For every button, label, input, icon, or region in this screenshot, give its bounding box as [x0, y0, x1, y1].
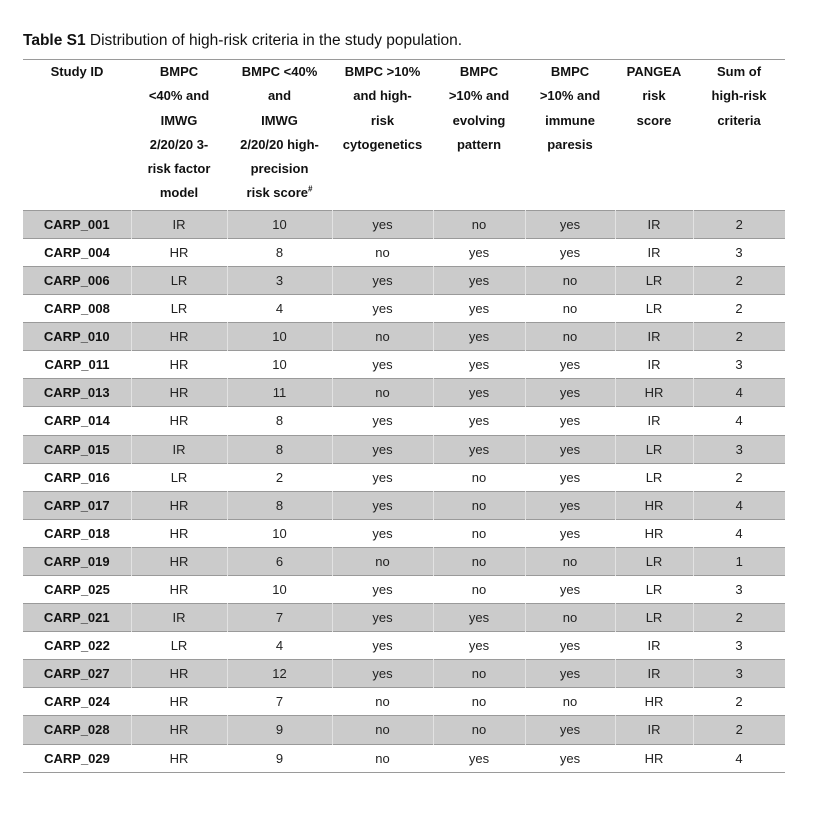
table-row	[23, 604, 785, 632]
header-line	[334, 133, 431, 157]
study-id-cell: CARP_029	[44, 750, 110, 766]
cell-col-sum-criteria: 2	[735, 301, 743, 317]
cell-col-bmpc10-cytogenetics: yes	[332, 604, 433, 632]
cell-col-bmpc40-imwg-3factor: HR	[169, 582, 189, 597]
table-row	[23, 632, 785, 660]
cell-col-sum-criteria: 2	[693, 604, 785, 632]
cell-col-bmpc40-imwg-3factor: HR	[169, 357, 189, 373]
header-line-text: >10% and	[448, 88, 510, 104]
table-row	[23, 547, 785, 575]
header-line-text: precision	[250, 161, 309, 177]
cell-col-bmpc10-immune-paresis: yes	[525, 491, 615, 519]
cell-col-pangea-score: LR	[615, 547, 693, 575]
header-line-text: score	[636, 112, 672, 128]
cell-col-pangea-score: HR	[644, 694, 664, 710]
cell-col-bmpc10-cytogenetics: no	[332, 323, 433, 351]
cell-col-bmpc10-immune-paresis: yes	[525, 716, 615, 744]
cell-col-bmpc10-cytogenetics: no	[375, 244, 390, 260]
cell-col-bmpc10-immune-paresis: yes	[525, 379, 615, 407]
table-row	[23, 210, 785, 238]
cell-col-bmpc40-imwg-precision: 8	[275, 413, 284, 429]
header-line	[133, 60, 225, 84]
cell-col-bmpc10-evolving: yes	[468, 638, 490, 654]
header-line	[435, 133, 523, 157]
cell-col-bmpc40-imwg-3factor: HR	[169, 750, 189, 766]
table-body	[23, 210, 785, 772]
cell-col-bmpc40-imwg-3factor: LR	[170, 469, 188, 485]
study-id-cell: CARP_006	[23, 266, 131, 294]
cell-col-bmpc10-immune-paresis: no	[562, 301, 578, 317]
header-col-bmpc10-cytogenetics	[332, 60, 433, 211]
cell-col-bmpc10-evolving: yes	[468, 750, 490, 766]
cell-col-bmpc40-imwg-precision: 11	[227, 379, 332, 407]
cell-col-sum-criteria: 3	[735, 638, 743, 654]
cell-col-pangea-score: LR	[645, 469, 663, 485]
header-line	[229, 84, 330, 108]
header-line-text: risk	[370, 112, 395, 128]
cell-col-bmpc10-immune-paresis: yes	[559, 638, 581, 654]
cell-col-bmpc10-evolving: no	[471, 469, 487, 485]
header-line	[334, 60, 431, 84]
cell-col-sum-criteria: 4	[735, 750, 743, 766]
cell-col-bmpc10-immune-paresis: no	[525, 323, 615, 351]
cell-col-bmpc40-imwg-precision: 8	[227, 435, 332, 463]
cell-col-sum-criteria: 3	[735, 582, 743, 597]
table-row	[23, 379, 785, 407]
high-risk-criteria-table	[23, 59, 785, 773]
cell-col-bmpc40-imwg-3factor: HR	[131, 379, 227, 407]
table-row	[23, 351, 785, 379]
table-row	[23, 407, 785, 435]
cell-col-bmpc10-evolving: yes	[468, 244, 490, 260]
cell-col-bmpc10-immune-paresis: no	[525, 604, 615, 632]
header-line	[229, 133, 330, 157]
cell-col-bmpc40-imwg-precision: 8	[227, 491, 332, 519]
cell-col-bmpc10-immune-paresis: no	[562, 694, 578, 710]
header-line-text: BMPC	[159, 64, 199, 79]
header-line	[527, 133, 613, 157]
cell-col-bmpc10-evolving: yes	[433, 379, 525, 407]
header-line	[133, 181, 225, 205]
header-line	[435, 84, 523, 108]
cell-col-bmpc10-evolving: yes	[468, 301, 490, 317]
cell-col-sum-criteria: 2	[693, 210, 785, 238]
header-line-text: 2/20/20 high-	[240, 136, 319, 152]
header-line-text: Study ID	[50, 64, 104, 79]
table-row	[23, 491, 785, 519]
cell-col-bmpc10-immune-paresis: yes	[559, 525, 581, 541]
study-id-cell: CARP_008	[44, 301, 110, 317]
header-line	[133, 84, 225, 108]
table-caption	[23, 32, 462, 50]
cell-col-bmpc10-cytogenetics: no	[332, 379, 433, 407]
table-header-row	[23, 60, 785, 211]
cell-col-bmpc40-imwg-precision: 8	[275, 244, 284, 260]
cell-col-bmpc40-imwg-3factor: LR	[170, 638, 188, 654]
cell-col-pangea-score: LR	[615, 266, 693, 294]
study-id-cell: CARP_027	[23, 660, 131, 688]
cell-col-pangea-score: IR	[615, 660, 693, 688]
cell-col-pangea-score: HR	[644, 750, 664, 766]
cell-col-bmpc10-cytogenetics: yes	[372, 469, 393, 485]
cell-col-sum-criteria: 3	[735, 244, 743, 260]
study-id-cell: CARP_004	[44, 244, 110, 260]
cell-col-bmpc40-imwg-precision: 9	[275, 750, 284, 766]
cell-col-bmpc10-cytogenetics: yes	[332, 435, 433, 463]
cell-col-bmpc40-imwg-3factor: HR	[169, 244, 189, 260]
cell-col-bmpc10-evolving: yes	[433, 323, 525, 351]
header-line	[229, 60, 330, 84]
table-row	[23, 576, 785, 604]
cell-col-bmpc10-immune-paresis: yes	[559, 413, 581, 429]
cell-col-bmpc10-cytogenetics: yes	[332, 660, 433, 688]
header-line	[229, 181, 330, 205]
cell-col-bmpc10-evolving: no	[433, 547, 525, 575]
header-line-text: risk	[642, 88, 666, 104]
cell-col-sum-criteria: 3	[735, 357, 743, 373]
cell-col-sum-criteria: 1	[693, 547, 785, 575]
cell-col-pangea-score: IR	[647, 413, 661, 429]
study-id-cell: CARP_019	[23, 547, 131, 575]
cell-col-pangea-score: IR	[615, 323, 693, 351]
header-line-text: cytogenetics	[342, 136, 423, 152]
cell-col-bmpc10-immune-paresis: yes	[559, 582, 581, 597]
cell-col-pangea-score: HR	[615, 379, 693, 407]
cell-col-bmpc10-evolving: no	[471, 694, 487, 710]
header-col-study-id	[23, 60, 131, 211]
cell-col-pangea-score: IR	[647, 638, 661, 654]
study-id-cell: CARP_013	[23, 379, 131, 407]
cell-col-bmpc40-imwg-precision: 7	[227, 604, 332, 632]
cell-col-bmpc10-cytogenetics: yes	[372, 638, 393, 654]
cell-col-bmpc10-cytogenetics: yes	[372, 582, 393, 597]
study-id-cell: CARP_025	[44, 582, 110, 597]
cell-col-bmpc10-evolving: yes	[433, 266, 525, 294]
cell-col-bmpc40-imwg-3factor: IR	[131, 604, 227, 632]
cell-col-bmpc10-immune-paresis: yes	[559, 750, 581, 766]
table-row	[23, 744, 785, 772]
cell-col-bmpc40-imwg-precision: 3	[227, 266, 332, 294]
cell-col-pangea-score: IR	[615, 716, 693, 744]
study-id-cell: CARP_017	[23, 491, 131, 519]
cell-col-pangea-score: IR	[615, 210, 693, 238]
header-line	[133, 133, 225, 157]
header-line-text: pattern	[456, 136, 502, 152]
cell-col-bmpc40-imwg-precision: 4	[275, 301, 284, 317]
header-line	[527, 109, 613, 133]
cell-col-bmpc10-evolving: no	[471, 525, 487, 541]
cell-col-bmpc40-imwg-3factor: LR	[170, 301, 188, 317]
cell-col-bmpc40-imwg-3factor: HR	[131, 323, 227, 351]
footnote-marker: #	[307, 185, 313, 195]
study-id-cell: CARP_001	[23, 210, 131, 238]
header-line-text: high-risk	[711, 88, 767, 104]
cell-col-bmpc10-evolving: no	[433, 491, 525, 519]
header-line	[695, 60, 783, 84]
cell-col-bmpc10-cytogenetics: yes	[372, 357, 393, 373]
header-line-text: and	[267, 88, 292, 104]
cell-col-bmpc40-imwg-3factor: LR	[131, 266, 227, 294]
header-line	[695, 84, 783, 108]
cell-col-bmpc10-cytogenetics: no	[375, 694, 390, 710]
cell-col-bmpc40-imwg-3factor: HR	[169, 694, 189, 710]
header-line	[229, 157, 330, 181]
cell-col-bmpc10-cytogenetics: no	[375, 750, 390, 766]
cell-col-bmpc40-imwg-3factor: HR	[131, 491, 227, 519]
study-id-cell: CARP_018	[44, 525, 110, 541]
table-row	[23, 266, 785, 294]
cell-col-pangea-score: IR	[647, 244, 661, 260]
cell-col-bmpc10-evolving: yes	[433, 604, 525, 632]
table-row	[23, 238, 785, 266]
cell-col-bmpc10-cytogenetics: yes	[372, 525, 393, 541]
header-line-text: risk score	[246, 185, 308, 201]
cell-col-sum-criteria: 4	[735, 413, 743, 429]
table-caption-text: Distribution of high-risk criteria in the study population.	[85, 32, 463, 49]
header-col-bmpc10-immune-paresis	[525, 60, 615, 211]
cell-col-bmpc40-imwg-3factor: HR	[131, 547, 227, 575]
cell-col-sum-criteria: 2	[735, 694, 743, 710]
header-line-text: criteria	[717, 112, 761, 128]
header-line-text: 2/20/20 3-	[149, 136, 209, 152]
cell-col-bmpc40-imwg-precision: 9	[227, 716, 332, 744]
header-line	[133, 109, 225, 133]
cell-col-sum-criteria: 4	[735, 525, 743, 541]
cell-col-bmpc10-cytogenetics: no	[332, 716, 433, 744]
header-line-text: and high-	[353, 88, 412, 104]
header-line	[617, 109, 691, 133]
cell-col-bmpc40-imwg-3factor: HR	[131, 660, 227, 688]
cell-col-bmpc40-imwg-precision: 10	[227, 210, 332, 238]
cell-col-sum-criteria: 3	[693, 435, 785, 463]
cell-col-bmpc10-immune-paresis: yes	[559, 244, 581, 260]
cell-col-bmpc40-imwg-3factor: IR	[131, 210, 227, 238]
cell-col-bmpc40-imwg-precision: 10	[227, 323, 332, 351]
cell-col-bmpc40-imwg-3factor: HR	[131, 716, 227, 744]
header-col-bmpc40-imwg-3factor	[131, 60, 227, 211]
cell-col-bmpc40-imwg-3factor: HR	[169, 525, 189, 541]
cell-col-pangea-score: LR	[645, 582, 663, 597]
header-line	[25, 60, 129, 84]
cell-col-bmpc40-imwg-precision: 12	[227, 660, 332, 688]
header-line	[527, 60, 613, 84]
cell-col-pangea-score: IR	[647, 357, 661, 373]
cell-col-bmpc40-imwg-3factor: IR	[131, 435, 227, 463]
table-row	[23, 716, 785, 744]
cell-col-sum-criteria: 2	[735, 469, 743, 485]
header-col-sum-criteria	[693, 60, 785, 211]
header-line	[435, 109, 523, 133]
cell-col-pangea-score: LR	[645, 301, 663, 317]
cell-col-bmpc10-cytogenetics: yes	[372, 301, 393, 317]
table-row	[23, 295, 785, 323]
cell-col-pangea-score: LR	[615, 435, 693, 463]
header-line	[617, 60, 691, 84]
cell-col-bmpc10-immune-paresis: no	[525, 547, 615, 575]
cell-col-bmpc10-immune-paresis: no	[525, 266, 615, 294]
cell-col-bmpc10-immune-paresis: yes	[525, 660, 615, 688]
header-line-text: BMPC >10%	[344, 64, 421, 79]
cell-col-bmpc10-cytogenetics: yes	[372, 413, 393, 429]
cell-col-bmpc10-evolving: yes	[468, 357, 490, 373]
table-row	[23, 323, 785, 351]
header-col-bmpc40-imwg-precision	[227, 60, 332, 211]
header-line-text: IMWG	[160, 112, 198, 128]
cell-col-bmpc10-cytogenetics: yes	[332, 210, 433, 238]
cell-col-pangea-score: HR	[615, 491, 693, 519]
study-id-cell: CARP_022	[44, 638, 110, 654]
study-id-cell: CARP_024	[44, 694, 110, 710]
cell-col-bmpc10-cytogenetics: yes	[332, 266, 433, 294]
header-line-text: paresis	[547, 136, 593, 152]
study-id-cell: CARP_015	[23, 435, 131, 463]
header-line-text: evolving	[452, 112, 506, 128]
cell-col-bmpc10-evolving: yes	[433, 435, 525, 463]
study-id-cell: CARP_014	[44, 413, 110, 429]
header-line-text: immune	[545, 112, 595, 128]
table-row	[23, 435, 785, 463]
cell-col-bmpc10-immune-paresis: yes	[559, 357, 581, 373]
cell-col-bmpc40-imwg-precision: 2	[275, 469, 284, 485]
cell-col-sum-criteria: 2	[693, 716, 785, 744]
study-id-cell: CARP_021	[23, 604, 131, 632]
cell-col-sum-criteria: 4	[693, 379, 785, 407]
cell-col-bmpc40-imwg-precision: 10	[272, 582, 287, 597]
cell-col-bmpc10-cytogenetics: yes	[332, 491, 433, 519]
cell-col-bmpc10-evolving: no	[433, 210, 525, 238]
table-row	[23, 519, 785, 547]
cell-col-sum-criteria: 2	[693, 266, 785, 294]
cell-col-sum-criteria: 3	[693, 660, 785, 688]
table-label: Table S1	[23, 32, 86, 49]
table-row	[23, 660, 785, 688]
study-id-cell: CARP_016	[44, 469, 110, 485]
cell-col-bmpc40-imwg-precision: 7	[275, 694, 284, 710]
header-line	[435, 60, 523, 84]
study-id-cell: CARP_011	[44, 357, 110, 373]
cell-col-bmpc40-imwg-precision: 10	[272, 525, 287, 541]
cell-col-bmpc10-immune-paresis: yes	[525, 210, 615, 238]
header-line-text: PANGEA	[626, 64, 682, 79]
cell-col-bmpc10-evolving: no	[433, 660, 525, 688]
header-col-pangea-score	[615, 60, 693, 211]
cell-col-bmpc10-immune-paresis: yes	[559, 469, 581, 485]
header-line-text: BMPC	[550, 64, 590, 79]
header-line-text: IMWG	[261, 112, 298, 128]
study-id-cell: CARP_010	[23, 323, 131, 351]
cell-col-bmpc40-imwg-precision: 10	[272, 357, 287, 373]
cell-col-pangea-score: HR	[644, 525, 664, 541]
cell-col-bmpc10-evolving: yes	[468, 413, 490, 429]
header-line-text: model	[159, 185, 199, 201]
cell-col-bmpc10-evolving: no	[433, 716, 525, 744]
header-line	[133, 157, 225, 181]
header-line	[334, 84, 431, 108]
header-line	[617, 84, 691, 108]
header-line	[229, 109, 330, 133]
cell-col-bmpc40-imwg-3factor: HR	[169, 413, 189, 429]
header-line	[695, 109, 783, 133]
header-line-text: risk factor	[147, 161, 211, 177]
header-line	[334, 109, 431, 133]
table-row	[23, 688, 785, 716]
cell-col-pangea-score: LR	[615, 604, 693, 632]
table-row	[23, 463, 785, 491]
header-line-text: BMPC <40%	[241, 64, 318, 79]
header-line-text: >10% and	[539, 88, 601, 104]
header-line	[527, 84, 613, 108]
header-line-text: <40% and	[148, 88, 210, 104]
cell-col-sum-criteria: 4	[693, 491, 785, 519]
cell-col-bmpc10-immune-paresis: yes	[525, 435, 615, 463]
header-line-text: Sum of	[716, 64, 762, 79]
cell-col-bmpc10-cytogenetics: no	[332, 547, 433, 575]
cell-col-bmpc40-imwg-precision: 4	[275, 638, 284, 654]
study-id-cell: CARP_028	[23, 716, 131, 744]
cell-col-bmpc10-evolving: no	[471, 582, 487, 597]
header-line-text: BMPC	[459, 64, 499, 79]
cell-col-bmpc40-imwg-precision: 6	[227, 547, 332, 575]
header-col-bmpc10-evolving	[433, 60, 525, 211]
cell-col-sum-criteria: 2	[693, 323, 785, 351]
